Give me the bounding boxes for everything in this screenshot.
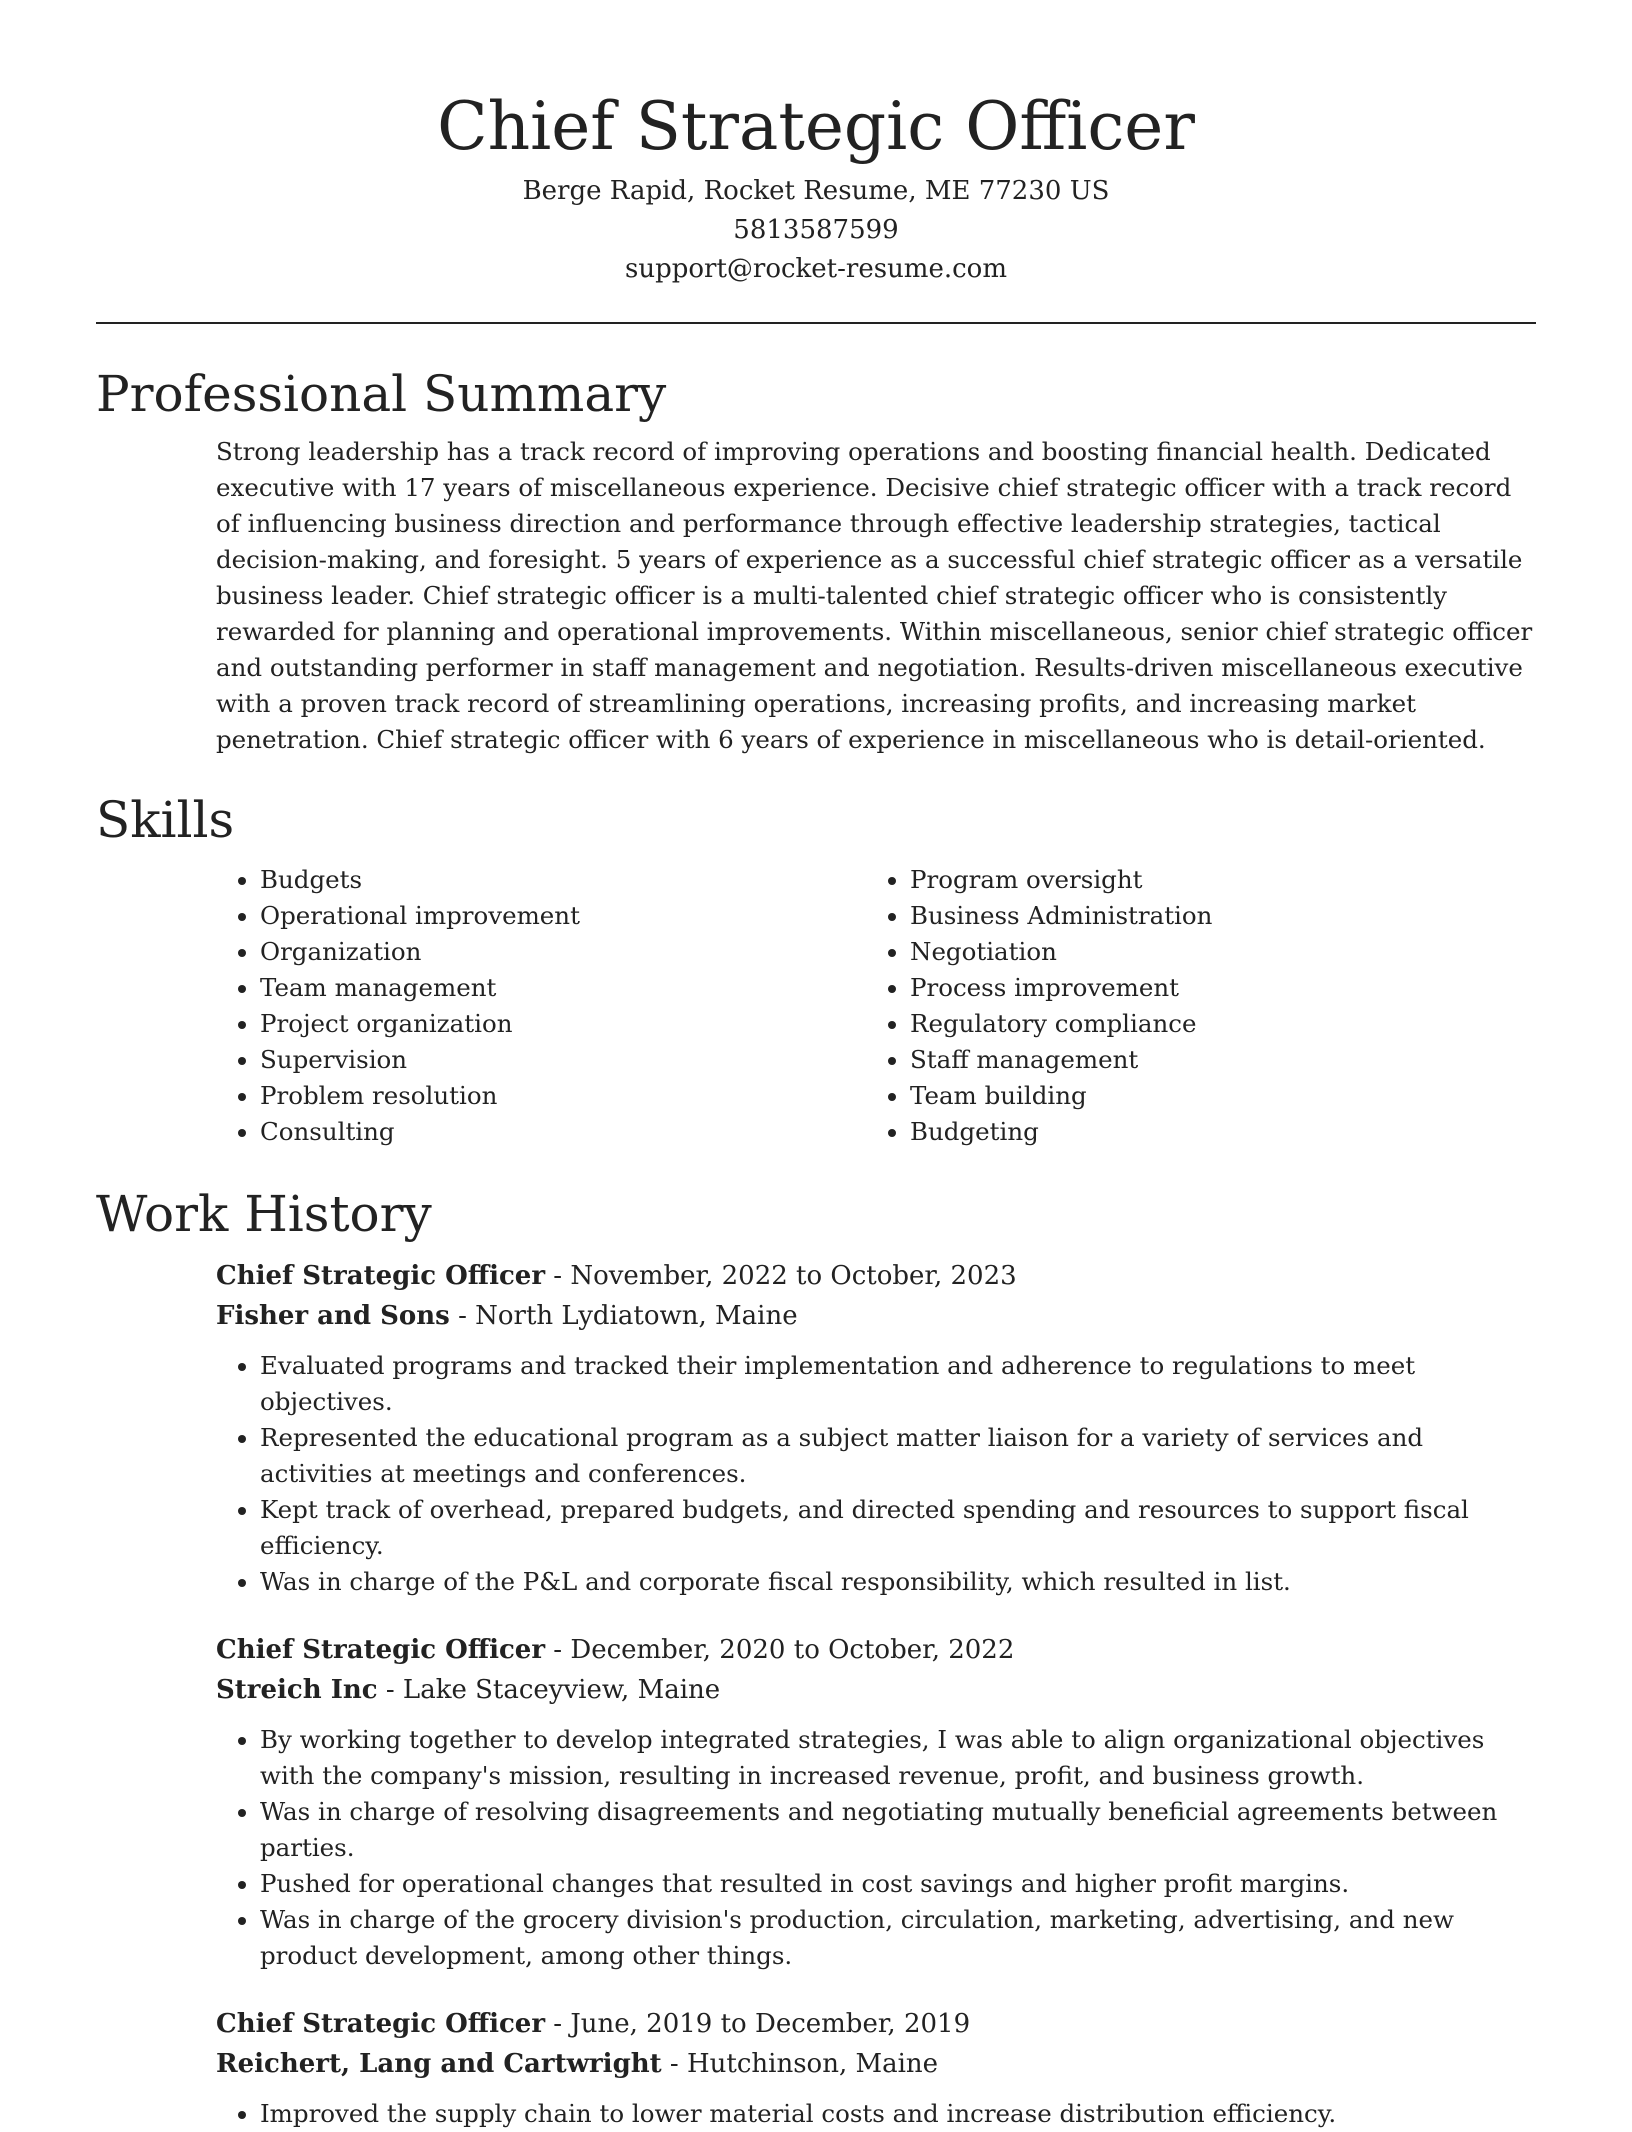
summary-text: Strong leadership has a track record of improving operations and boosting financial health. Dedicated executive with 17 years of miscellaneous experience. Decisive chief strategic officer with a track record of influencing business direction and performance through effective leadership strategies, tactical decision-making, and foresight. 5 years of experience as a successful chief strategic officer as a versatile business leader. Chief strategic officer is a multi-talented chief strategic officer who is consistently rewarded for planning and operational improvements. Within miscellaneous, senior chief strategic officer and outstanding performer in staff management and negotiation. Results-driven miscellaneous executive with a proven track record of streamlining operations, increasing profits, and increasing market penetration. Chief strategic officer with 6 years of experience in miscellaneous who is detail-oriented. xyxy=(216,437,1533,754)
job-duties xyxy=(216,1722,1536,1974)
job-title: Chief Strategic Officer xyxy=(216,2009,546,2039)
job-entry xyxy=(216,2004,1536,2132)
skill-item: • Staff management xyxy=(910,1042,1516,1078)
job-duties xyxy=(216,1348,1536,1600)
skills-column-right xyxy=(866,862,1516,1150)
job-company-line: Fisher and Sons - North Lydiatown, Maine xyxy=(216,1301,798,1331)
job-dates: November, 2022 to October, 2023 xyxy=(570,1261,1017,1291)
skills-heading: Skills xyxy=(96,791,235,849)
job-company: Streich Inc xyxy=(216,1675,378,1705)
job-location: Hutchinson, Maine xyxy=(686,2049,939,2079)
header-divider xyxy=(96,322,1536,324)
job-location: Lake Staceyview, Maine xyxy=(402,1675,721,1705)
duty-item: • Represented the educational program as a subject matter liaison for a variety of services and activities at meetings and conferences. xyxy=(260,1420,1536,1492)
email-address: support@rocket-resume.com xyxy=(624,254,1007,284)
skill-item: • Team building xyxy=(910,1078,1516,1114)
job-title-line: Chief Strategic Officer - June, 2019 to December, 2019 xyxy=(216,2009,971,2039)
skill-item: • Program oversight xyxy=(910,862,1516,898)
skills-column-left xyxy=(216,862,866,1150)
skill-item: • Operational improvement xyxy=(260,898,866,934)
phone-number: 5813587599 xyxy=(733,215,899,245)
work-history-section xyxy=(216,1256,1536,2132)
job-company-line: Reichert, Lang and Cartwright - Hutchinson, Maine xyxy=(216,2049,939,2079)
duty-item: • Improved the supply chain to lower material costs and increase distribution efficiency. xyxy=(260,2096,1536,2132)
job-company-line: Streich Inc - Lake Staceyview, Maine xyxy=(216,1675,721,1705)
resume-name: Chief Strategic Officer xyxy=(437,88,1195,165)
job-company: Reichert, Lang and Cartwright xyxy=(216,2049,662,2079)
summary-section xyxy=(216,434,1536,758)
job-duties xyxy=(216,2096,1536,2132)
duty-item: • Pushed for operational changes that resulted in cost savings and higher profit margins. xyxy=(260,1866,1536,1902)
resume-page xyxy=(96,0,1536,2132)
skills-grid xyxy=(216,862,1536,1150)
job-location: North Lydiatown, Maine xyxy=(475,1301,798,1331)
skill-item: • Process improvement xyxy=(910,970,1516,1006)
duty-item: • Evaluated programs and tracked their implementation and adherence to regulations to meet objectives. xyxy=(260,1348,1536,1420)
skill-item: • Budgeting xyxy=(910,1114,1516,1150)
skill-item: • Business Administration xyxy=(910,898,1516,934)
job-title-line: Chief Strategic Officer - December, 2020 to October, 2022 xyxy=(216,1635,1015,1665)
duty-item: • Was in charge of the P&L and corporate fiscal responsibility, which resulted in list. xyxy=(260,1564,1536,1600)
job-title: Chief Strategic Officer xyxy=(216,1635,546,1665)
skills-section xyxy=(216,862,1536,1150)
skill-item: • Organization xyxy=(260,934,866,970)
skill-item: • Problem resolution xyxy=(260,1078,866,1114)
duty-item: • Was in charge of the grocery division's production, circulation, marketing, advertising, and new product development, among other things. xyxy=(260,1902,1536,1974)
duty-item: • Was in charge of resolving disagreements and negotiating mutually beneficial agreements between parties. xyxy=(260,1794,1536,1866)
job-company: Fisher and Sons xyxy=(216,1301,450,1331)
skill-item: • Negotiation xyxy=(910,934,1516,970)
job-title-line: Chief Strategic Officer - November, 2022 to October, 2023 xyxy=(216,1261,1017,1291)
skill-item: • Regulatory compliance xyxy=(910,1006,1516,1042)
resume-header xyxy=(96,0,1536,289)
skill-item: • Supervision xyxy=(260,1042,866,1078)
skill-item: • Project organization xyxy=(260,1006,866,1042)
skill-item: • Consulting xyxy=(260,1114,866,1150)
job-dates: December, 2020 to October, 2022 xyxy=(570,1635,1015,1665)
duty-item: • By working together to develop integrated strategies, I was able to align organizational objectives with the company's mission, resulting in increased revenue, profit, and business growth. xyxy=(260,1722,1536,1794)
job-title: Chief Strategic Officer xyxy=(216,1261,546,1291)
summary-heading: Professional Summary xyxy=(96,365,667,423)
skill-item: • Budgets xyxy=(260,862,866,898)
skill-item: • Team management xyxy=(260,970,866,1006)
job-dates: June, 2019 to December, 2019 xyxy=(570,2009,971,2039)
duty-item: • Kept track of overhead, prepared budgets, and directed spending and resources to support fiscal efficiency. xyxy=(260,1492,1536,1564)
address: Berge Rapid, Rocket Resume, ME 77230 US xyxy=(522,176,1110,206)
job-entry xyxy=(216,1256,1536,1600)
job-entry xyxy=(216,1630,1536,1974)
work-history-heading: Work History xyxy=(96,1185,432,1243)
